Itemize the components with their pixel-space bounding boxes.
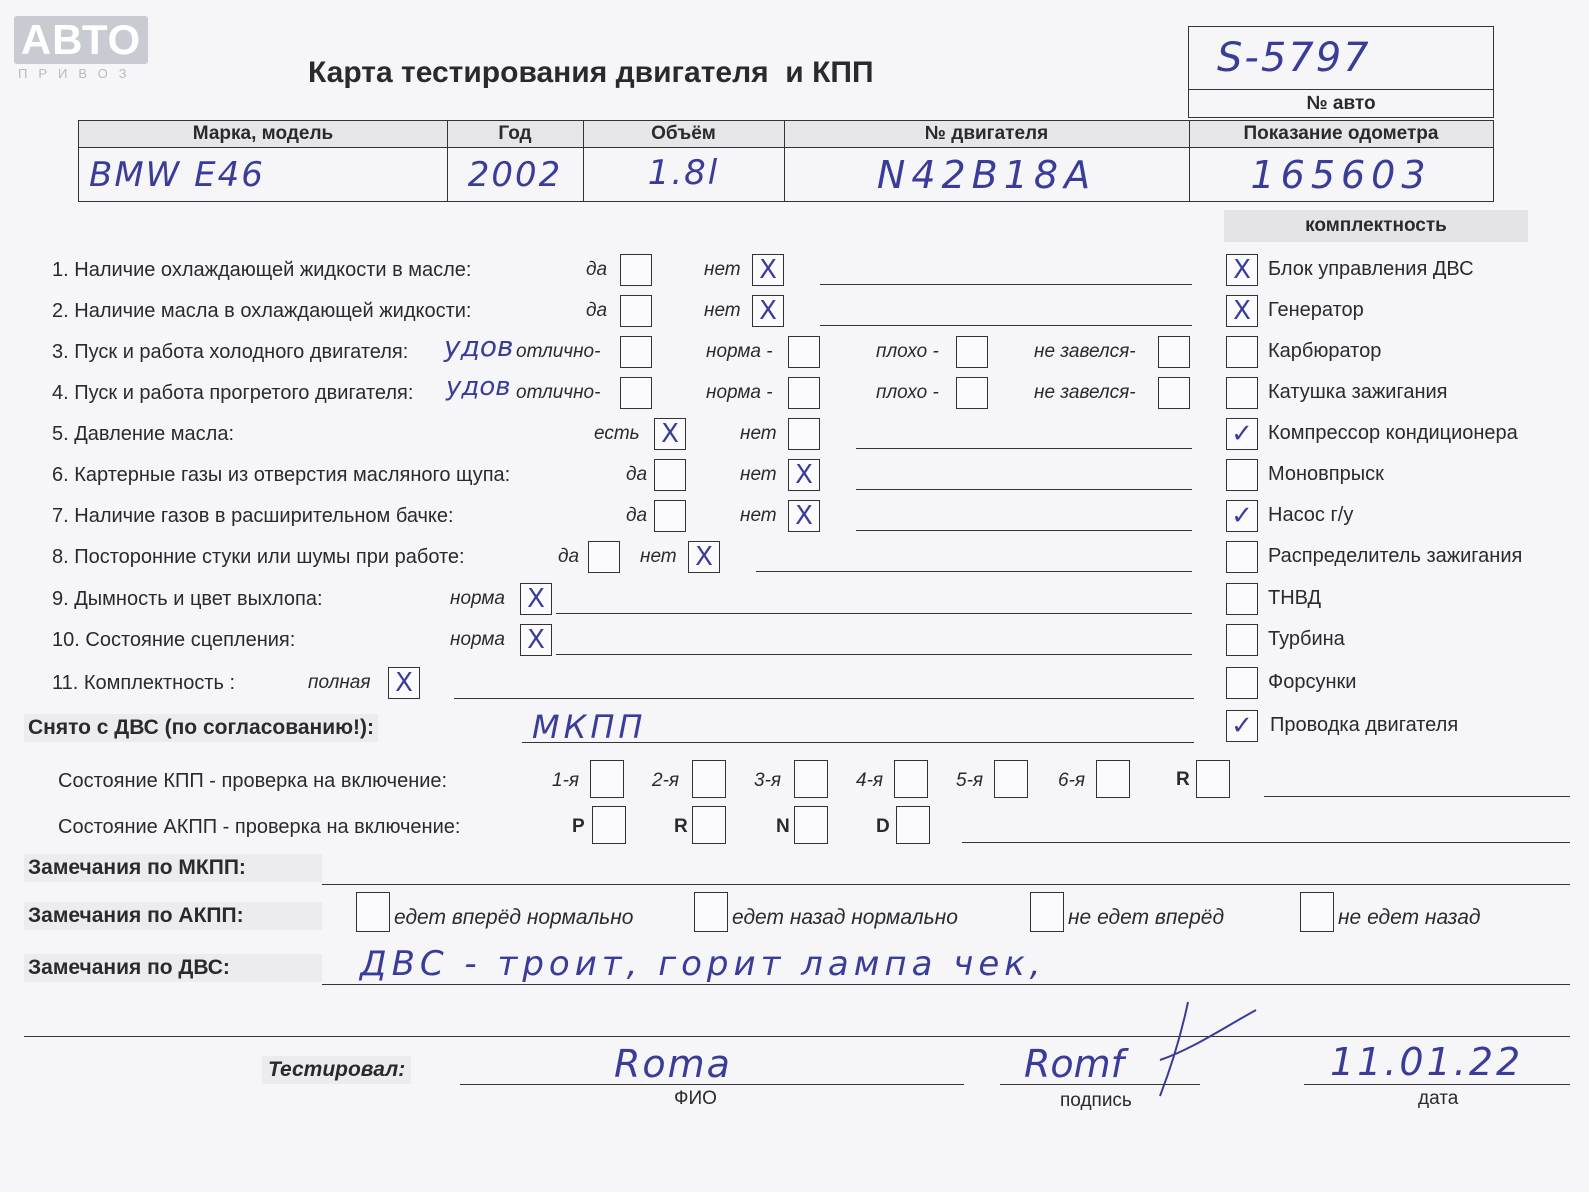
opt-ne-zavelsya: не завелся- — [1034, 382, 1136, 403]
q-text: Посторонние стуки или шумы при работе: — [74, 546, 465, 568]
akpp-r-checkbox[interactable] — [692, 806, 726, 844]
header-engine-no: № двигателя — [924, 123, 1049, 144]
sign-line — [1000, 1084, 1200, 1085]
test-date: 11.01.22 — [1330, 1040, 1524, 1084]
gear-2-label: 2-я — [652, 770, 680, 791]
opt-net: нет — [640, 546, 677, 567]
gear-5-label: 5-я — [956, 770, 984, 791]
sign-label: подпись — [1060, 1090, 1132, 1111]
q9-note-line — [556, 613, 1192, 614]
q-text: Наличие газов в расширительном бачке: — [74, 505, 454, 527]
header-volume: Объём — [651, 123, 716, 144]
remarks-dvs-value: ДВС - троит, горит лампа чек, — [360, 944, 1046, 984]
check-mark: ✓ — [1231, 501, 1253, 531]
q5-note-line — [856, 448, 1192, 449]
opt-ploho: плохо - — [876, 382, 939, 403]
kompl-label-carburetor: Карбюратор — [1268, 340, 1382, 362]
x-mark: X — [661, 419, 679, 449]
removed-line — [522, 742, 1194, 743]
q-text: Комплектность : — [83, 672, 236, 694]
akpp-no-backward-checkbox[interactable] — [1300, 892, 1334, 932]
akpp-forward-ok-checkbox[interactable] — [356, 892, 390, 932]
q7-da-checkbox[interactable] — [654, 500, 686, 532]
opt-otlichno: отлично- — [516, 341, 601, 362]
q3-ne-zavelsya-checkbox[interactable] — [1158, 336, 1190, 368]
kompl-label-ac-compressor: Компрессор кондиционера — [1268, 422, 1518, 444]
gear-1-label: 1-я — [552, 770, 580, 791]
q-num: 9. — [52, 588, 69, 610]
kompl-label-turbo: Турбина — [1268, 628, 1345, 650]
kompl-checkbox-distributor[interactable] — [1226, 541, 1258, 573]
akpp-n-checkbox[interactable] — [794, 806, 828, 844]
mark — [1227, 542, 1257, 572]
tested-by-label: Тестировал: — [262, 1056, 411, 1084]
kpp-note-line — [1264, 796, 1570, 797]
q-text: Дымность и цвет выхлопа: — [74, 588, 323, 610]
date-label: дата — [1418, 1088, 1459, 1109]
remarks-akpp-label: Замечания по АКПП: — [24, 902, 322, 930]
opt-ne-zavelsya: не завелся- — [1034, 341, 1136, 362]
kompl-label-distributor: Распределитель зажигания — [1268, 545, 1523, 567]
opt-net: нет — [740, 505, 777, 526]
opt-polnaya: полная — [308, 672, 371, 693]
kompl-label-ecu: Блок управления ДВС — [1268, 258, 1474, 280]
x-mark: X — [759, 296, 777, 326]
akpp-r-label: R — [674, 816, 688, 837]
car-info-table — [78, 120, 1494, 202]
logo: АВТО — [14, 16, 148, 64]
akpp-d-checkbox[interactable] — [896, 806, 930, 844]
akpp-backward-ok-label: едет назад нормально — [732, 906, 958, 929]
opt-net: нет — [740, 464, 777, 485]
q1-note-line — [820, 284, 1192, 285]
q7-note-line — [856, 530, 1192, 531]
opt-da: да — [626, 505, 648, 526]
question-9 — [52, 588, 323, 611]
question-3 — [52, 341, 408, 364]
q3-handwritten: удов — [444, 330, 514, 363]
gear-3-label: 3-я — [754, 770, 782, 791]
q8-note-line — [756, 571, 1192, 572]
kompl-checkbox-monoinjection[interactable] — [1226, 459, 1258, 491]
x-mark: X — [527, 584, 545, 614]
value-year: 2002 — [467, 155, 563, 195]
gear-6-label: 6-я — [1058, 770, 1086, 791]
car-number-label: № авто — [1306, 93, 1376, 114]
q4-ne-zavelsya-checkbox[interactable] — [1158, 377, 1190, 409]
q-num: 5. — [52, 423, 69, 445]
kompl-label-injection-pump: ТНВД — [1268, 587, 1322, 609]
akpp-backward-ok-checkbox[interactable] — [694, 892, 728, 932]
gear-4-label: 4-я — [856, 770, 884, 791]
gear-2-checkbox[interactable] — [692, 760, 726, 798]
kompl-checkbox-ac-compressor[interactable] — [1226, 418, 1258, 450]
q-text: Давление масла: — [74, 423, 234, 445]
q7-net-checkbox[interactable] — [788, 500, 820, 532]
q8-da-checkbox[interactable] — [588, 541, 620, 573]
check-mark: ✓ — [1231, 711, 1253, 741]
opt-net: нет — [704, 259, 741, 280]
kompl-checkbox-generator[interactable] — [1226, 295, 1258, 327]
kpp-label: Состояние КПП - проверка на включение: — [58, 770, 448, 792]
value-odometer: 165603 — [1250, 153, 1432, 197]
opt-da: да — [558, 546, 580, 567]
opt-est: есть — [594, 423, 640, 444]
logo-subtitle: ПРИВОЗ — [18, 66, 138, 81]
q3-ploho-checkbox[interactable] — [956, 336, 988, 368]
akpp-d-label: D — [876, 816, 890, 837]
mark — [1227, 337, 1257, 367]
question-10 — [52, 629, 295, 652]
signature: Romf — [1024, 1042, 1125, 1086]
kompl-checkbox-ignition-coil[interactable] — [1226, 377, 1258, 409]
gear-4-checkbox[interactable] — [894, 760, 928, 798]
q1-da-checkbox[interactable] — [620, 254, 652, 286]
opt-da: да — [586, 300, 608, 321]
header-odometer: Показание одометра — [1243, 123, 1439, 144]
question-2 — [52, 300, 472, 323]
q-num: 2. — [52, 300, 69, 322]
akpp-p-checkbox[interactable] — [592, 806, 626, 844]
date-line — [1304, 1084, 1570, 1085]
signature-stroke — [1130, 1000, 1260, 1100]
kompl-label-wiring: Проводка двигателя — [1270, 714, 1459, 736]
question-4 — [52, 382, 413, 405]
fio-label: ФИО — [674, 1088, 717, 1109]
mark — [1227, 668, 1257, 698]
q5-est-checkbox[interactable] — [654, 418, 686, 450]
question-1 — [52, 259, 472, 282]
kompl-label-monoinjection: Моновпрыск — [1268, 463, 1384, 485]
q3-norma-checkbox[interactable] — [788, 336, 820, 368]
x-mark: X — [695, 542, 713, 572]
kompl-label-ignition-coil: Катушка зажигания — [1268, 381, 1448, 403]
mark — [1227, 460, 1257, 490]
q-num: 7. — [52, 505, 69, 527]
opt-norma: норма — [450, 588, 505, 609]
remarks-mkpp-label: Замечания по МКПП: — [24, 854, 322, 882]
question-7 — [52, 505, 454, 528]
q-num: 6. — [52, 464, 69, 486]
akpp-label: Состояние АКПП - проверка на включение: — [58, 816, 461, 838]
question-6 — [52, 464, 510, 487]
q2-da-checkbox[interactable] — [620, 295, 652, 327]
kompl-checkbox-turbo[interactable] — [1226, 624, 1258, 656]
kompl-checkbox-carburetor[interactable] — [1226, 336, 1258, 368]
q9-norma-checkbox[interactable] — [520, 583, 552, 615]
x-mark: X — [795, 460, 813, 490]
removed-label: Снято с ДВС (по согласованию!): — [24, 714, 378, 742]
value-make-model: BMW E46 — [89, 155, 265, 195]
q1-net-checkbox[interactable] — [752, 254, 784, 286]
q-text: Наличие масла в охлаждающей жидкости: — [74, 300, 472, 322]
mark — [1227, 378, 1257, 408]
akpp-n-label: N — [776, 816, 790, 837]
q-text: Пуск и работа прогретого двигателя: — [74, 382, 414, 404]
value-volume: 1.8l — [647, 153, 720, 193]
header-year: Год — [498, 123, 532, 144]
check-mark: ✓ — [1231, 419, 1253, 449]
q6-net-checkbox[interactable] — [788, 459, 820, 491]
kompl-label-generator: Генератор — [1268, 299, 1364, 321]
q4-handwritten: удов — [446, 372, 511, 402]
q10-note-line — [556, 654, 1192, 655]
q2-note-line — [820, 325, 1192, 326]
gear-3-checkbox[interactable] — [794, 760, 828, 798]
car-number-divider — [1189, 89, 1493, 90]
opt-ploho: плохо - — [876, 341, 939, 362]
kompl-label-injectors: Форсунки — [1268, 671, 1357, 693]
q-num: 3. — [52, 341, 69, 363]
gear-r-checkbox[interactable] — [1196, 760, 1230, 798]
akpp-p-label: P — [572, 816, 585, 837]
x-mark: X — [395, 668, 413, 698]
remarks-dvs-label: Замечания по ДВС: — [24, 954, 322, 982]
q8-net-checkbox[interactable] — [688, 541, 720, 573]
car-number-box — [1188, 26, 1494, 118]
akpp-forward-ok-label: едет вперёд нормально — [394, 906, 634, 929]
car-number-value: S-5797 — [1217, 35, 1371, 81]
opt-da: да — [626, 464, 648, 485]
q4-otlichno-checkbox[interactable] — [620, 377, 652, 409]
akpp-note-line — [962, 842, 1570, 843]
q-text: Пуск и работа холодного двигателя: — [74, 341, 409, 363]
mark — [1227, 584, 1257, 614]
akpp-no-forward-checkbox[interactable] — [1030, 892, 1064, 932]
remarks-dvs-line-2 — [24, 1036, 1570, 1037]
header-make-model: Марка, модель — [192, 123, 334, 144]
akpp-no-backward-label: не едет назад — [1338, 906, 1481, 929]
q-num: 10. — [52, 629, 80, 651]
page-title: Карта тестирования двигателя и КПП — [308, 56, 874, 89]
q-num: 4. — [52, 382, 69, 404]
q6-da-checkbox[interactable] — [654, 459, 686, 491]
remarks-dvs-line-1 — [322, 984, 1570, 985]
q11-note-line — [454, 698, 1194, 699]
q6-note-line — [856, 489, 1192, 490]
opt-norma: норма — [450, 629, 505, 650]
removed-value: МКПП — [532, 708, 647, 746]
q-text: Наличие охлаждающей жидкости в масле: — [74, 259, 472, 281]
kompl-checkbox-wiring[interactable] — [1226, 710, 1258, 742]
q10-norma-checkbox[interactable] — [520, 624, 552, 656]
q4-ploho-checkbox[interactable] — [956, 377, 988, 409]
opt-net: нет — [740, 423, 777, 444]
mark — [1227, 625, 1257, 655]
q-text: Состояние сцепления: — [85, 629, 296, 651]
question-5 — [52, 423, 234, 446]
opt-norma: норма - — [706, 382, 773, 403]
kompl-checkbox-injectors[interactable] — [1226, 667, 1258, 699]
gear-5-checkbox[interactable] — [994, 760, 1028, 798]
kompl-checkbox-ps-pump[interactable] — [1226, 500, 1258, 532]
kompl-checkbox-injection-pump[interactable] — [1226, 583, 1258, 615]
q-num: 11. — [52, 672, 79, 694]
q3-otlichno-checkbox[interactable] — [620, 336, 652, 368]
q5-net-checkbox[interactable] — [788, 418, 820, 450]
kompl-label-ps-pump: Насос г/у — [1268, 504, 1354, 526]
q-num: 1. — [52, 259, 69, 281]
value-engine-no: N42B18A — [876, 153, 1097, 197]
q2-net-checkbox[interactable] — [752, 295, 784, 327]
remarks-mkpp-line — [322, 884, 1570, 885]
opt-net: нет — [704, 300, 741, 321]
q11-polnaya-checkbox[interactable] — [388, 667, 420, 699]
akpp-no-forward-label: не едет вперёд — [1068, 906, 1225, 929]
x-mark: X — [1233, 255, 1251, 285]
opt-norma: норма - — [706, 341, 773, 362]
gear-r-label: R — [1176, 769, 1190, 790]
question-8 — [52, 546, 465, 569]
q-num: 8. — [52, 546, 69, 568]
opt-da: да — [586, 259, 608, 280]
gear-6-checkbox[interactable] — [1096, 760, 1130, 798]
question-11 — [52, 672, 235, 695]
gear-1-checkbox[interactable] — [590, 760, 624, 798]
tester-name: Roma — [614, 1042, 732, 1086]
x-mark: X — [527, 625, 545, 655]
kompl-checkbox-ecu[interactable] — [1226, 254, 1258, 286]
x-mark: X — [759, 255, 777, 285]
q4-norma-checkbox[interactable] — [788, 377, 820, 409]
q-text: Картерные газы из отверстия масляного щупа: — [74, 464, 511, 486]
fio-line — [460, 1084, 964, 1085]
kompl-header: комплектность — [1224, 210, 1528, 242]
opt-otlichno: отлично- — [516, 382, 601, 403]
x-mark: X — [1233, 296, 1251, 326]
x-mark: X — [795, 501, 813, 531]
